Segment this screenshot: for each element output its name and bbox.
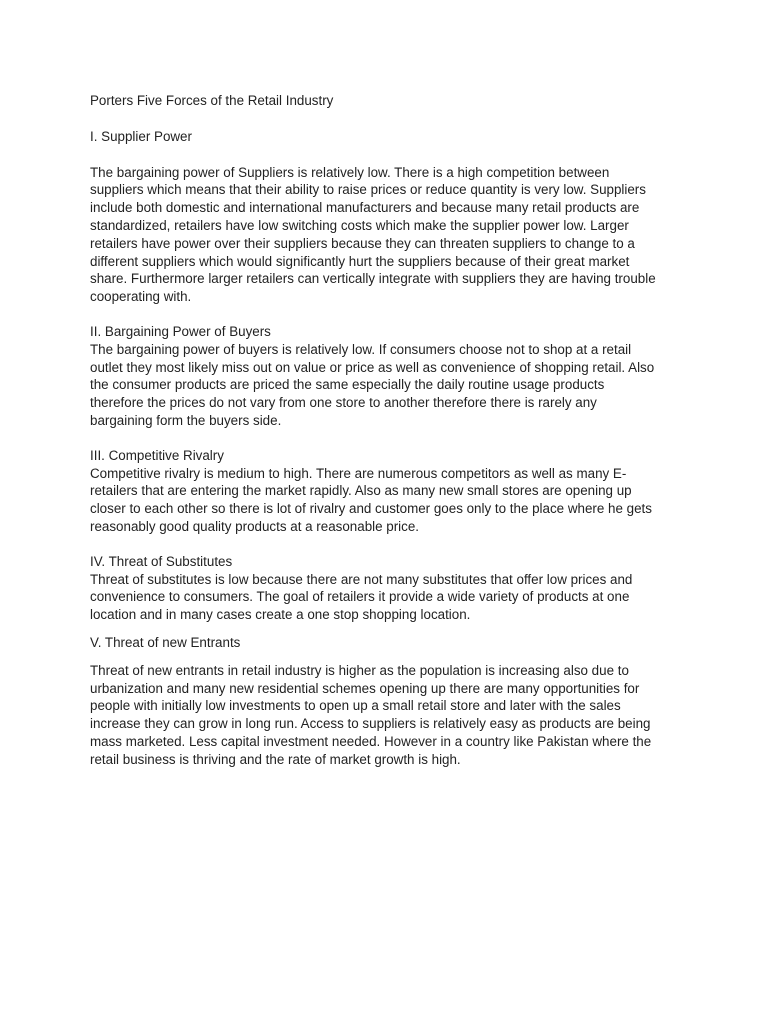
section-paragraph (90, 571, 680, 624)
paragraph-line: urbanization and many new residential schemes opening up there are many opportunities for (90, 680, 640, 696)
paragraph-line: retailers have power over their suppliers because they can threaten suppliers to change to a (90, 235, 635, 251)
paragraph-line: bargaining form the buyers side. (90, 412, 282, 428)
paragraph-line: increase they can grow in long run. Access to suppliers is relatively easy as products are being (90, 716, 651, 732)
paragraph-line: people with initially low investments to open up a small retail store and later with the sales (90, 698, 621, 714)
paragraph-line: suppliers which means that their ability to raise prices or reduce quantity is very low. Suppliers (90, 182, 646, 198)
section-heading: III. Competitive Rivalry (90, 447, 224, 463)
paragraph-line: reasonably good quality products at a reasonable price. (90, 518, 420, 534)
paragraph-line: The bargaining power of Suppliers is relatively low. There is a high competition between (90, 164, 610, 180)
paragraph-line: share. Furthermore larger retailers can vertically integrate with suppliers they are having trouble (90, 271, 656, 287)
paragraph-line: retailers that are entering the market rapidly. Also as many new small stores are opening up (90, 483, 632, 499)
paragraph-line: the consumer products are priced the same especially the daily routine usage products (90, 377, 605, 393)
section-competitive-rivalry (90, 447, 680, 536)
document-title: Porters Five Forces of the Retail Industry (90, 93, 334, 108)
paragraph-line: Competitive rivalry is medium to high. There are numerous competitors as well as many E- (90, 465, 627, 481)
section-heading: IV. Threat of Substitutes (90, 553, 233, 569)
paragraph-line: closer to each other so there is lot of rivalry and customer goes only to the place where he gets (90, 501, 652, 517)
paragraph-line: therefore the prices do not vary from one store to another therefore there is rarely any (90, 395, 597, 411)
paragraph-line: include both domestic and international manufacturers and because many retail products are (90, 200, 640, 216)
paragraph-line: cooperating with. (90, 289, 192, 305)
section-threat-of-substitutes (90, 553, 680, 624)
section-paragraph (90, 465, 680, 536)
paragraph-line: location and in many cases create a one stop shopping location. (90, 607, 471, 623)
document-page (90, 92, 680, 786)
section-buyer-power (90, 323, 680, 430)
paragraph-line: The bargaining power of buyers is relatively low. If consumers choose not to shop at a retail (90, 341, 632, 357)
paragraph-line: mass marketed. Less capital investment needed. However in a country like Pakistan where the (90, 733, 652, 749)
paragraph-line: standardized, retailers have low switching costs which make the supplier power low. Larger (90, 217, 629, 233)
paragraph-line: retail business is thriving and the rate of market growth is high. (90, 751, 461, 767)
section-paragraph (90, 341, 680, 430)
paragraph-line: different suppliers which would significantly hurt the suppliers because of their great market (90, 253, 630, 269)
section-supplier-power (90, 128, 680, 306)
paragraph-line: outlet they most likely miss out on value or price as well as convenience of shopping retail. Also (90, 359, 655, 375)
section-heading: I. Supplier Power (90, 128, 192, 144)
paragraph-line: Threat of substitutes is low because there are not many substitutes that offer low prices and (90, 571, 633, 587)
paragraph-line: Threat of new entrants in retail industry is higher as the population is increasing also due to (90, 662, 629, 678)
section-paragraph (90, 662, 680, 769)
paragraph-line: convenience to consumers. The goal of retailers it provide a wide variety of products at one (90, 589, 630, 605)
section-heading: V. Threat of new Entrants (90, 634, 241, 650)
section-paragraph (90, 164, 680, 306)
section-threat-of-new-entrants (90, 634, 680, 769)
section-heading: II. Bargaining Power of Buyers (90, 323, 271, 339)
